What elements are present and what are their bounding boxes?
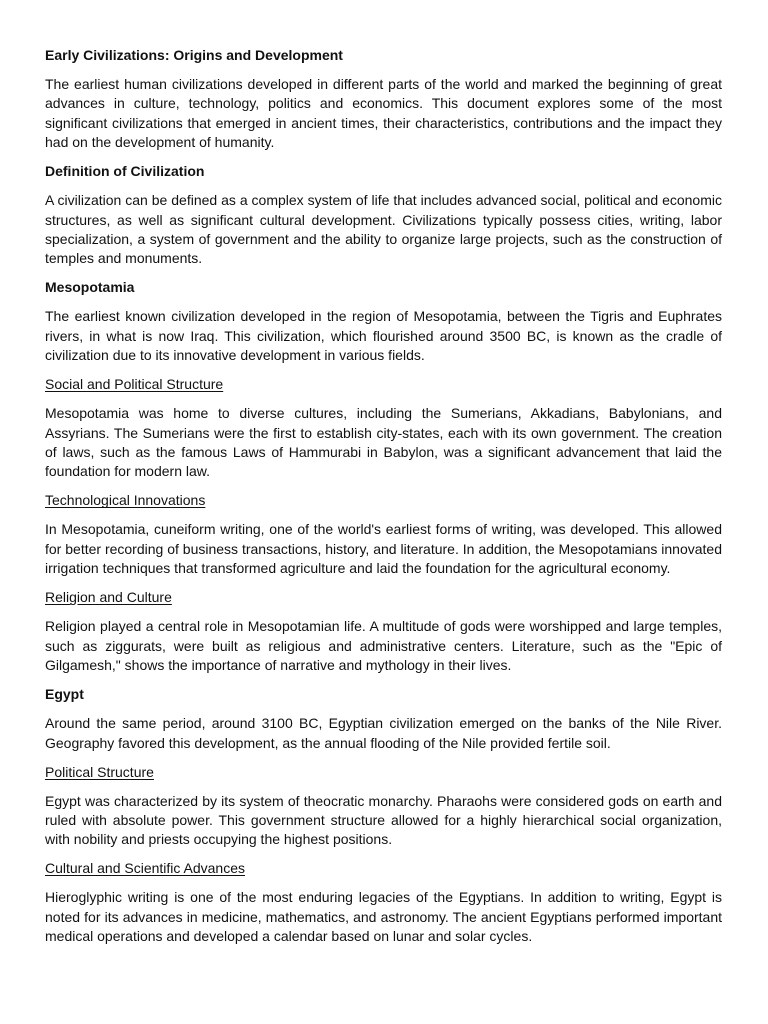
religion-culture-paragraph: Religion played a central role in Mesopotamian life. A multitude of gods were worshipped and large temples, such as ziggurats, were built as religious and administrative centers. Literature, such as the "Epic of Gilgamesh," shows the importance of narrative and mythology in their lives. <box>45 618 722 674</box>
subsection-heading-social-political: Social and Political Structure <box>45 376 224 393</box>
section-heading-mesopotamia: Mesopotamia <box>45 279 135 296</box>
mesopotamia-paragraph: The earliest known civilization developed in the region of Mesopotamia, between the Tigris and Euphrates rivers, in what is now Iraq. This civilization, which flourished around 3500 BC, is known as the cradle of civilization due to its innovative development in various fields. <box>45 308 722 364</box>
social-political-paragraph: Mesopotamia was home to diverse cultures, including the Sumerians, Akkadians, Babylonians, and Assyrians. The Sumerians were the first to establish city-states, each with its own government. The creation of laws, such as the famous Laws of Hammurabi in Babylon, was a significant advancement that laid the foundation for modern law. <box>45 405 722 480</box>
subsection-heading-political-structure: Political Structure <box>45 763 154 780</box>
intro-paragraph: The earliest human civilizations developed in different parts of the world and marked the beginning of great advances in culture, technology, politics and economics. This document explores some of the most significant civilizations that emerged in ancient times, their characteristics, contributions and the impact they had on the development of humanity. <box>45 76 722 151</box>
definition-paragraph: A civilization can be defined as a complex system of life that includes advanced social, political and economic structures, as well as significant cultural development. Civilizations typically possess cities, writing, labor specialization, a system of government and the ability to organize large projects, such as the construction of temples and monuments. <box>45 192 722 267</box>
subsection-heading-cultural-scientific: Cultural and Scientific Advances <box>45 860 245 877</box>
section-heading-egypt: Egypt <box>45 686 84 703</box>
technological-paragraph: In Mesopotamia, cuneiform writing, one of the world's earliest forms of writing, was developed. This allowed for better recording of business transactions, history, and literature. In addition, the Mesopotamians innovated irrigation techniques that transformed agriculture and laid the foundation for the agricultural economy. <box>45 521 722 577</box>
section-heading-definition: Definition of Civilization <box>45 163 205 180</box>
subsection-heading-technological: Technological Innovations <box>45 492 206 509</box>
subsection-heading-religion-culture: Religion and Culture <box>45 589 172 606</box>
cultural-scientific-paragraph: Hieroglyphic writing is one of the most enduring legacies of the Egyptians. In addition to writing, Egypt is noted for its advances in medicine, mathematics, and astronomy. The ancient Egyptians performed important medical operations and developed a calendar based on lunar and solar cycles. <box>45 889 722 945</box>
political-structure-paragraph: Egypt was characterized by its system of theocratic monarchy. Pharaohs were considered gods on earth and ruled with absolute power. This government structure allowed for a highly hierarchical social organization, with nobility and priests occupying the highest positions. <box>45 792 722 848</box>
document-page <box>45 46 722 956</box>
document-title: Early Civilizations: Origins and Development <box>45 47 343 63</box>
egypt-paragraph: Around the same period, around 3100 BC, Egyptian civilization emerged on the banks of the Nile River. Geography favored this development, as the annual flooding of the Nile provided fertile soil. <box>45 715 722 751</box>
